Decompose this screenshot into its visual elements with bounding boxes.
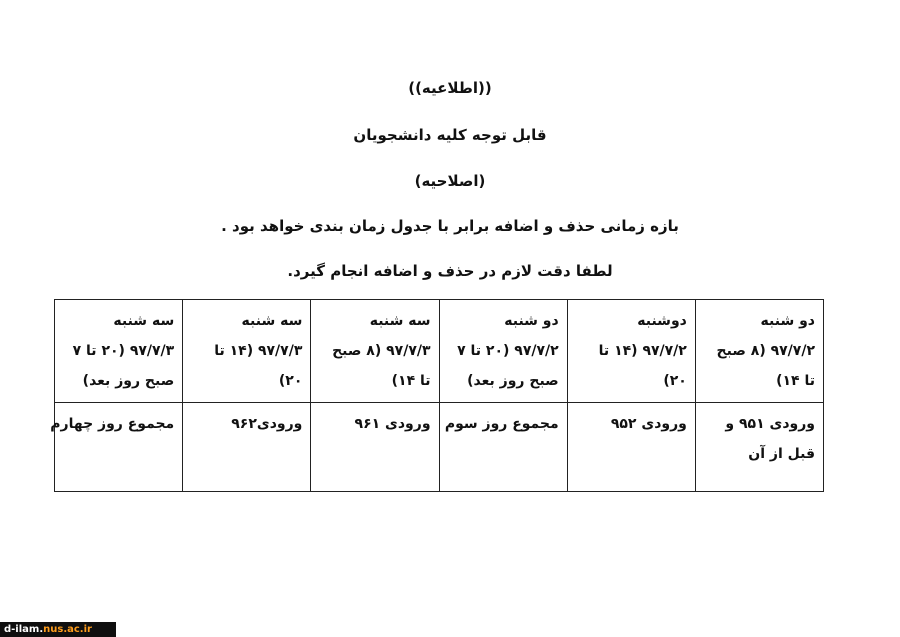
watermark-domain: nus.ac.ir — [43, 624, 92, 635]
table-row-time-slots — [55, 300, 824, 403]
site-watermark — [0, 622, 116, 637]
table-cell-time-slot — [439, 300, 567, 403]
cell-text: ورودی۹۶۲ — [231, 416, 303, 432]
table-cell-time-slot — [183, 300, 311, 403]
cell-text: تا ۱۴) — [391, 373, 431, 389]
cell-text: ۹۷/۷/۲ (۲۰ تا ۷ — [457, 343, 559, 359]
cell-text: مجموع روز سوم — [444, 416, 559, 432]
table-cell-student-group — [183, 403, 311, 492]
table-cell-time-slot — [695, 300, 823, 403]
cell-text: دو شنبه — [760, 313, 815, 329]
watermark-prefix: d-ilam. — [4, 624, 44, 635]
cell-text: ۹۷/۷/۳ (۲۰ تا ۷ — [72, 343, 175, 359]
notice-text: لطفا دقت لازم در حذف و اضافه انجام گیرد. — [287, 262, 613, 280]
cell-text: ورودی ۹۶۱ — [354, 416, 431, 432]
table-cell-time-slot — [567, 300, 695, 403]
table-cell-student-group — [567, 403, 695, 492]
cell-text: ۹۷/۷/۲ (۱۴ تا — [598, 343, 687, 359]
cell-text: سه شنبه — [113, 313, 175, 329]
addressee-line: قابل توجه کلیه دانشجویان — [353, 126, 547, 144]
cell-text: صبح روز بعد) — [82, 373, 175, 389]
cell-text: ۲۰) — [278, 373, 303, 389]
cell-text: دو شنبه — [504, 313, 559, 329]
table-cell-time-slot — [311, 300, 439, 403]
correction-label: (اصلاحیه) — [414, 172, 486, 190]
table-cell-student-group — [50, 403, 183, 492]
table-cell-student-group — [695, 403, 823, 492]
announcement-heading: ((اطلاعیه)) — [408, 79, 492, 97]
table-cell-student-group — [311, 403, 439, 492]
cell-text: صبح روز بعد) — [467, 373, 559, 389]
cell-text: دوشنبه — [637, 313, 687, 329]
cell-text: ۹۷/۷/۲ (۸ صبح — [716, 343, 815, 359]
table-row-student-groups — [55, 403, 824, 492]
cell-text: قبل از آن — [748, 446, 815, 462]
cell-text: ۹۷/۷/۳ (۸ صبح — [332, 343, 431, 359]
schedule-table — [50, 299, 824, 492]
cell-text: ۹۷/۷/۳ (۱۴ تا — [214, 343, 303, 359]
cell-text: سه شنبه — [241, 313, 303, 329]
cell-text: ۲۰) — [663, 373, 687, 389]
cell-text: ورودی ۹۵۲ — [610, 416, 687, 432]
cell-text: سه شنبه — [369, 313, 431, 329]
cell-text: تا ۱۴) — [776, 373, 815, 389]
table-cell-student-group — [439, 403, 567, 492]
body-text: بازه زمانی حذف و اضافه برابر با جدول زمان بندی خواهد بود . — [221, 217, 679, 235]
table-cell-time-slot — [55, 300, 183, 403]
cell-text: ورودی ۹۵۱ و — [725, 416, 815, 432]
cell-text: مجموع روز چهارم — [50, 416, 175, 432]
